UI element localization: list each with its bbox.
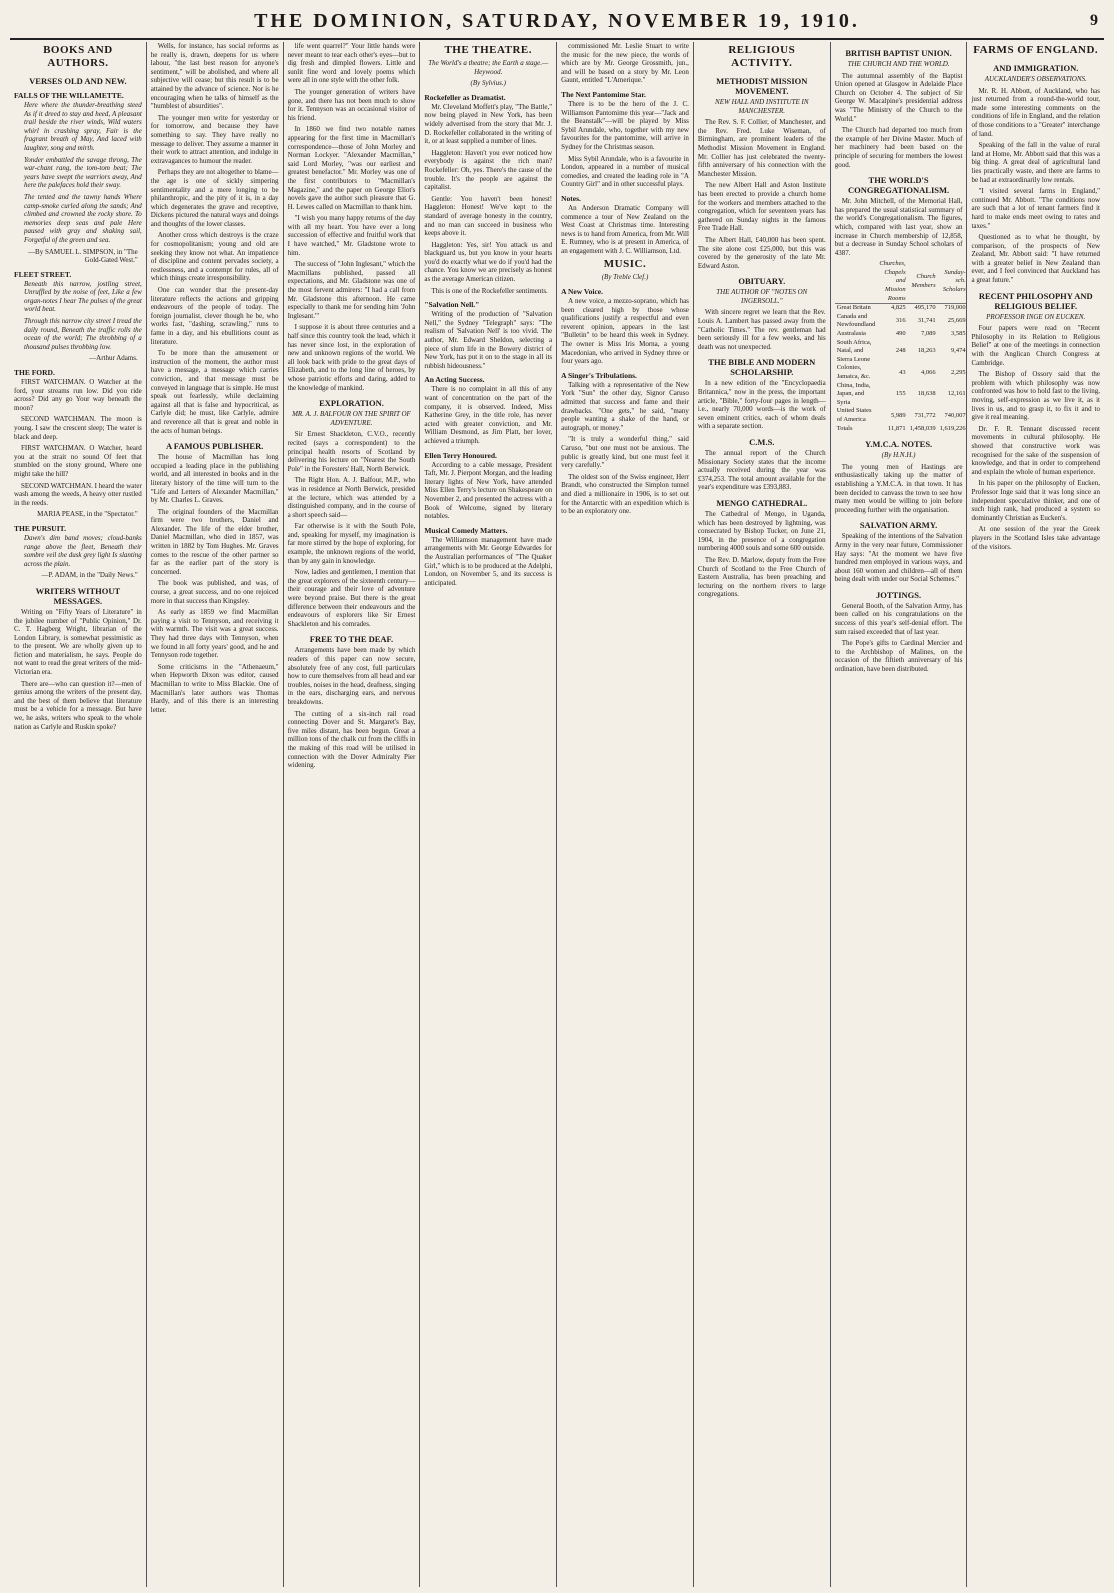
subheading: FALLS OF THE WILLAMETTE. bbox=[14, 91, 124, 100]
article-heading: METHODIST MISSION MOVEMENT. bbox=[716, 76, 808, 96]
paragraph: To be more than the amusement or instruction of the moment, the author must have a message, a message which carries conviction, and that message must be conveyed in language that is simple. He must speak out fearlessly, while declaiming against all that is false and hypocritical, as Carlyle did; he must, like Carlyle, admire and reverence all that is great and noble in the acts of human beings. bbox=[150, 349, 279, 435]
paragraph: life went quarrel?" Your little hands were never meant to tear each other's eyes—but to dig fresh and dimpled flowers. Little and sunlit fine word and lovely poems which were all in one style with the other folk. bbox=[287, 42, 416, 85]
paragraph: A new voice, a mezzo-soprano, which has been cleared high by those whose qualifications justify a respectful and even reverent opinion, appears in the last "Bulletin" to be heard this week in Sydney. The owner is Miss Iris Morna, a young Macedonian, who arrived in Sydney three or four years ago. bbox=[561, 297, 689, 366]
table-cell: 18,263 bbox=[917, 347, 936, 355]
column-3 bbox=[284, 42, 421, 1587]
paragraph: The Bishop of Ossory said that the problem with which philosophy was now confronted was how to hold fast to the living, moving, self-expression as we live it, as it lives in us, and to grasp it, to fix it and to give it real meaning. bbox=[971, 370, 1100, 422]
article-heading: THE BIBLE AND MODERN SCHOLARSHIP. bbox=[708, 357, 816, 378]
paragraph: FIRST WATCHMAN. O Watcher at the ford, your streams run low. Did you ride across? Did any go Your way beneath the moon? bbox=[14, 378, 142, 412]
column-4 bbox=[420, 42, 557, 1587]
sub-heading-line: (By H.N.H.) bbox=[881, 451, 916, 460]
paragraph: General Booth, of the Salvation Army, has been called on his congratulations on the success of this year's self-denial effort. The sum raised exceeded that of last year. bbox=[834, 601, 963, 636]
subheading: Musical Comedy Matters. bbox=[424, 525, 508, 535]
section-heading: BOOKS AND AUTHORS. bbox=[43, 44, 113, 69]
paragraph: The new Albert Hall and Aston Institute has been erected to provide a church home for the workers and members attached to the congregation, which for seventeen years has gathered on Sunday nights in the famous Free Trade Hall. bbox=[697, 181, 826, 233]
paragraph: The autumnal assembly of the Baptist Union opened at Glasgow in Adelaide Place Church on October 4. The subject of Sir George W. Macalpine's presidential address was "The Ministry of the Church to the World." bbox=[834, 71, 963, 123]
column-1 bbox=[10, 42, 147, 1587]
article-heading: FREE TO THE DEAF. bbox=[309, 634, 394, 645]
subheading: An Acting Success. bbox=[424, 375, 485, 385]
paragraph: Another cross which destroys is the craze for cosmopolitanism; young and old are seeking they know not what. An impatience of discipline and content pervades society, a restlessness, and a contempt for rules, all of which things create irresponsibility. bbox=[150, 231, 279, 283]
table-cell: 7,089 bbox=[921, 330, 936, 338]
table-cell: 2,295 bbox=[951, 368, 966, 376]
table-cell: 1,458,039 bbox=[909, 424, 936, 432]
paragraph: With sincere regret we learn that the Rev. Louis A. Lambert has passed away from the "Catholic Times." The rev. gentleman had been seriously ill for a few weeks, and his death was not unexpected. bbox=[697, 308, 826, 351]
verse-stanza: Yonder embattled the savage throng, The war-chant rang, the tom-tom beat; The years have swept the warriors away, And here the palefaces hold their sway. bbox=[24, 155, 142, 190]
paragraph: The Pope's gifts to Cardinal Mercier and to the Archbishop of Malines, on the occasion of the fiftieth anniversary of his ordination, have been distributed. bbox=[834, 639, 963, 674]
sub-heading-line: AUCKLANDER'S OBSERVATIONS. bbox=[984, 75, 1087, 83]
subheading: Notes. bbox=[561, 193, 581, 203]
subheading: Rockefeller as Dramatist. bbox=[424, 92, 506, 102]
paragraph: "It is truly a wonderful thing," said Caruso, "but one must not be anxious. The public is greatly kind, but one must feel it very carefully." bbox=[561, 435, 689, 470]
section-heading: THE THEATRE. bbox=[444, 44, 532, 56]
paragraph: The Church had departed too much from the example of her Divine Master. Much of her machinery had been based on the principle of securing for members the lowest good. bbox=[834, 126, 963, 169]
subheading: "Salvation Nell." bbox=[424, 300, 480, 310]
article-heading: Y.M.C.A. NOTES. bbox=[864, 439, 933, 450]
table-cell: 11,871 bbox=[887, 424, 906, 432]
paragraph: Wells, for instance, has social reforms as he really is, drawn, deepens for us where labour, "the last best reason for anyone's sentiment," will be abolished, and where all subjective will cease; but this result is to be attained by the advance of science. Nor is he encouraging when he talks of himself as the "humblest of absurdities". bbox=[150, 42, 279, 111]
article-heading: BRITISH BAPTIST UNION. bbox=[845, 48, 952, 58]
verse-stanza: Through this narrow city street I tread the daily round, Beneath the traffic rolls the ocean of the world; The throbbing of a thousand pulses throbbing low. bbox=[24, 317, 142, 351]
table-cell: 9,474 bbox=[951, 347, 966, 355]
paragraph: This is one of the Rockefeller sentiments. bbox=[431, 286, 548, 295]
table-cell: Totals bbox=[836, 424, 853, 432]
table-cell: Australasia bbox=[836, 330, 866, 338]
column-container bbox=[10, 42, 1104, 1587]
subheading: Ellen Terry Honoured. bbox=[424, 450, 497, 460]
article-heading: THE WORLD'S CONGREGATIONALISM. bbox=[848, 175, 950, 196]
paragraph: FIRST WATCHMAN. O Watcher, heard you at the strait no sound Of feet that stumbled on the stony ground, Where one might take the hill? bbox=[14, 444, 142, 478]
paragraph: The Williamson management have made arrangements with Mr. George Edwardes for the Australian performances of "The Quaker Girl," which is to be produced at the Adelphi, London, on November 5, and its success is anticipated. bbox=[424, 535, 553, 587]
article-heading: WRITERS WITHOUT MESSAGES. bbox=[35, 585, 121, 606]
column-2 bbox=[147, 42, 284, 1587]
paragraph: Speaking of the fall in the value of rural land at Home, Mr. Abbott said that this was a big thing. A great deal of agricultural land lies practically waste, and there are farms to be had at extraordinarily low rentals. bbox=[971, 141, 1100, 184]
paragraph: I suppose it is about three centuries and a half since this country took the lead, which it has never since lost, in the exploration of new and unknown regions of the world. We all look back with pride to the great days of Elizabeth, and to the long line of heroes, by whose patriotic efforts and daring, added to the knowledge of mankind. bbox=[287, 323, 416, 392]
table-cell: 18,638 bbox=[917, 390, 936, 398]
subheading: A Singer's Tribulations. bbox=[561, 370, 637, 380]
article-heading: RECENT PHILOSOPHY AND RELIGIOUS BELIEF. bbox=[978, 290, 1093, 311]
table-cell: 740,007 bbox=[944, 411, 966, 419]
section-heading: RELIGIOUS ACTIVITY. bbox=[728, 44, 796, 69]
paragraph: The annual report of the Church Missionary Society states that the income actually received during the year was £374,253. The total amount available for the year's expenditure was £393,883. bbox=[697, 449, 826, 492]
table-row bbox=[835, 382, 968, 408]
table-cell: 155 bbox=[895, 390, 906, 398]
subheading: The Next Pantomime Star. bbox=[561, 89, 646, 99]
subheading: A New Voice. bbox=[561, 287, 603, 297]
paragraph: Haggleton: Haven't you ever noticed how everybody is against the rich man? Rockefeller: Oh, yes. There's the cause of the trouble. It's the people are against the capitalist. bbox=[424, 148, 553, 192]
paragraph: Mr. R. H. Abbott, of Auckland, who has just returned from a round-the-world tour, made some interesting comments on the conditions of life in England, and the relation of those conditions to a "Greater" interchange of land. bbox=[971, 86, 1100, 138]
paragraph: Writing on "Fifty Years of Literature" in the jubilee number of "Public Opinion," Dr. C. T. Hagberg Wright, librarian of the London Library, is somewhat pessimistic as to the present. We are wholly given up to fiction and materialism, he says. People do not want to read the great writers of the mid-Victorian era. bbox=[14, 607, 142, 677]
table-row bbox=[835, 313, 968, 330]
paragraph: In 1860 we find two notable names appearing for the first time in Macmillan's correspondence—those of John Morley and Norman Lockyer. "Alexander Macmillan," said Lord Morley, "was our earliest and greatest benefactor." Mr. Morley was one of the first contributors to "Macmillan's Magazine," and the paper on George Eliot's novels gave the author such pleasure that G. H. Lewes called on Macmillan to thank him. bbox=[287, 125, 416, 211]
table-row bbox=[835, 304, 968, 313]
paragraph: One can wonder that the present-day literature reflects the actions and gripping endeavours of the people of today. The foreign journalist, clever though he be, who works fast, "dashing, scrawling," runs to fame in a day, and his ebullitions count as literature. bbox=[150, 286, 279, 346]
table-header-cell: Churches, Chapels and Mission Rooms bbox=[877, 260, 907, 303]
table-cell: 4,825 bbox=[891, 304, 906, 312]
paragraph: Perhaps they are not altogether to blame—the age is one of sickly simpering sentimentality and a mere longing to be philanthropic, and the pity of it is, in a day which degenerates the grave and receptive, Dickens pictured the natural ways and doings and thoughts of the lower classes. bbox=[150, 168, 279, 228]
sub-heading-line: The World's a theatre; the Earth a stage.—Heywood. bbox=[428, 59, 549, 76]
table-header-row bbox=[835, 260, 968, 303]
paragraph: commissioned Mr. Leslie Stuart to write the music for the new piece, the words of which are by Mr. George Grossmith, jun., and will be based on a story by Mr. Leon Gaunt, entitled "L'Amerique." bbox=[561, 42, 689, 85]
sub-heading-line: THE CHURCH AND THE WORLD. bbox=[847, 60, 950, 68]
table-cell: 495,170 bbox=[914, 304, 936, 312]
section-heading: FARMS OF ENGLAND. bbox=[973, 44, 1099, 56]
article-heading: VERSES OLD AND NEW. bbox=[29, 76, 127, 86]
subheading: THE PURSUIT. bbox=[14, 523, 66, 533]
paragraph: The success of "John Inglesant," which the Macmillans published, passed all expectations, and Mr. Gladstone was one of the most fervent admirers: "I had a call from Mr. Gladstone this afternoon. He came especially to thank me for sending him 'John Inglesant.'" bbox=[287, 260, 416, 320]
paragraph: Mr. John Mitchell, of the Memorial Hall, has prepared the usual statistical summary of the world's Congregationalism. The figures, which, compared with last year, show an increase in Church membership of 12,858, but a decrease in Sunday School scholars of 4387. bbox=[834, 197, 963, 257]
paragraph: Speaking of the intentions of the Salvation Army in the very near future, Commissioner Hay says: "At the moment we have five hundred men employed in various ways, and about 160 women and children—all of them being dealt with under our Social Schemes." bbox=[834, 532, 963, 584]
article-heading: EXPLORATION. bbox=[319, 398, 384, 409]
table-cell: 731,772 bbox=[914, 411, 936, 419]
paragraph: "I visited several farms in England," continued Mr. Abbott. "The conditions now are such that a lot of tenant farmers find it hard to make ends meet owing to rates and taxes." bbox=[971, 187, 1100, 230]
table-cell: 719,000 bbox=[944, 304, 966, 312]
paragraph: Haggleton: Yes, sir! You attack us and blackguard us, but you know in your hearts you'd do exactly what we do if you'd had the chance. You know we are precisely as honest as the average American citizen. bbox=[424, 240, 553, 284]
table-cell: 316 bbox=[895, 317, 906, 325]
paragraph: Questioned as to what he thought, by comparison, of the prospects of New Zealand, Mr. Abbott said: "I have returned with a greater belief in New Zealand than ever, and I feel convinced that Auckland has a great future." bbox=[971, 233, 1100, 285]
byline: —By SAMUEL L. SIMPSON, in "The Gold-Gated West." bbox=[28, 247, 138, 265]
byline: —Arthur Adams. bbox=[89, 354, 138, 363]
paragraph: The original founders of the Macmillan firm were two brothers, Daniel and Alexander. The life of the elder brother, Daniel Macmillan, who died in 1857, was written in 1882 by Tom Hughes. Mr. Graves comes to the rescue of the other partner so far as the earlier part of the story is concerned. bbox=[150, 507, 279, 576]
table-cell: Colonies, Jamaica, &c. bbox=[836, 364, 871, 380]
table-cell: 3,585 bbox=[951, 330, 966, 338]
paragraph: SECOND WATCHMAN. The moon is young. I saw the crescent sleep; The water is black and deep. bbox=[14, 415, 142, 441]
paragraph: Sir Ernest Shackleton, C.V.O., recently recited (says a correspondent) to the principal health resorts of Scotland by delivering his lecture on "Nearest the South Pole" in the Foresters' Hall, North Berwick. bbox=[287, 430, 416, 473]
table-cell: Great Britain bbox=[836, 304, 871, 312]
paragraph: The book was published, and was, of course, a great success, and no one rejoiced more in that success than Kingsley. bbox=[150, 579, 279, 605]
sub-heading-line: NEW HALL AND INSTITUTE IN MANCHESTER. bbox=[715, 98, 809, 115]
table-cell: 25,669 bbox=[947, 317, 966, 325]
masthead bbox=[10, 4, 1104, 40]
table-cell: 31,741 bbox=[917, 317, 936, 325]
table-cell: 248 bbox=[895, 347, 906, 355]
paragraph: There is no complaint in all this of any want of concentration on the part of the company, it is observed. Indeed, Miss Katherine Grey, in the title role, has never acted with greater conviction, and Mr. William Desmond, as Jim Platt, her lover, achieved a triumph. bbox=[424, 385, 553, 445]
table-cell: 12,161 bbox=[947, 390, 966, 398]
article-heading: MENGO CATHEDRAL. bbox=[716, 497, 808, 508]
paragraph: The young men of Hastings are enthusiastically taking up the matter of establishing a Y.M.C.A. in that town. It has been decided to canvass the town to see how many men would be willing to join before proceeding further with the organisation. bbox=[834, 462, 963, 514]
subheading: FLEET STREET. bbox=[14, 269, 72, 279]
sub-heading-line: (By Treble Clef.) bbox=[601, 273, 649, 282]
paragraph: Writing of the production of "Salvation Nell," the Sydney "Telegraph" says: "The realism of 'Salvation Nell' is too vivid. The author, Mr. Edward Sheldon, selecting a piece of slum life in the Bowery district of New York, has put it on to the stage in all its rubbish hideousness." bbox=[424, 310, 553, 370]
verse-stanza: The tented and the tawny hands Where camp-smoke curled along the sands; And climbed and crowned the rocky shore. To memories deep seas and pale Here paused with gray and shaking sail, Forgetful of the green and sea. bbox=[24, 192, 142, 244]
verse-stanza: Beneath this narrow, jostling street, Unruffled by the noise of feet, Like a few organ-notes I hear The pulses of the great world beat. bbox=[24, 279, 142, 314]
column-8 bbox=[967, 42, 1104, 1587]
table-cell: 43 bbox=[899, 368, 906, 376]
paragraph: The Cathedral of Mengo, in Uganda, which has been destroyed by lightning, was consecrated by Bishop Tucker, on June 21, 1904, in the presence of a congregation numbering 4000 souls and some 600 outside. bbox=[697, 509, 826, 553]
article-heading: OBITUARY. bbox=[738, 276, 786, 287]
paragraph: Gentle: You haven't been honest! Haggleton: Honest! We've kept to the standard of average honesty in the country, and no man can succeed in business who keeps above it. bbox=[424, 194, 553, 238]
article-heading: A FAMOUS PUBLISHER. bbox=[165, 441, 264, 452]
paragraph: The oldest son of the Swiss engineer, Herr Brandt, who constructed the Simplon tunnel and died a millionaire in 1906, is to set out for the Antarctic with an expedition which is to be an exploratory one. bbox=[561, 472, 689, 516]
paragraph: There is to be the hero of the J. C. Williamson Pantomime this year—"Jack and the Beanstalk"—will be played by Miss Sybil Arundale, who, together with my new favourites for the pantomime, will arrive in Sydney for the Christmas season. bbox=[561, 99, 689, 151]
column-6 bbox=[694, 42, 831, 1587]
sub-heading-line: MR. A. J. BALFOUR ON THE SPIRIT OF ADVENTURE. bbox=[292, 410, 411, 427]
paragraph: The Rev. D. Marlow, deputy from the Free Church of Scotland to the Free Church of Eastern Australia, has been preaching and lecturing on the northern rivers to large congregations. bbox=[697, 555, 826, 599]
paragraph: Four papers were read on "Recent Philosophy in its Relation to Religious Belief" at one of the meetings in connection with the Anglican Church Congress at Cambridge. bbox=[971, 324, 1100, 367]
paragraph: The Right Hon. A. J. Balfour, M.P., who was in residence at North Berwick, presided at the lecture, which was attended by a distinguished company, and in the course of a short speech said— bbox=[287, 476, 416, 519]
byline: —P. ADAM, in the "Daily News." bbox=[41, 571, 138, 580]
paragraph: SECOND WATCHMAN. I heard the water wash among the weeds, A heavy otter rustled in the reeds. bbox=[14, 481, 142, 507]
paragraph: Now, ladies and gentlemen, I mention that the great explorers of the sixteenth century—their courage and their love of adventure were beyond praise. But there is the great difference between their endeavours and the endeavours of explorers like Sir Ernest Shackleton and his comrades. bbox=[287, 568, 416, 628]
article-heading: JOTTINGS. bbox=[876, 589, 922, 600]
paragraph: Dr. F. R. Tennant discussed recent movements in cultural philosophy. He showed that constructive work was recognised for the sake of the suspension of knowledge, and that in order to comprehend and explain the whole of human experience. bbox=[971, 424, 1100, 476]
table-row bbox=[835, 425, 968, 434]
column-7 bbox=[831, 42, 968, 1587]
table-cell: 1,619,226 bbox=[939, 424, 966, 432]
paragraph: An Anderson Dramatic Company will commence a tour of New Zealand on the West Coast at Christmas time. Interesting news is to hand from America, from Mr. Will E. Rumney, who is at present in America, of an engagement with J. C. Williamson, Ltd. bbox=[561, 203, 689, 255]
table-cell: South Africa, Natal, and Sierra Leone bbox=[836, 338, 872, 363]
verse-stanza: Here where the thunder-breathing steed As if it dreed to stay and heed, A pleasant trail beside the river winds, Wild waters whirl in crashing spray, Fair is the fragrant breath of May, And laced with laughter, song and mirth. bbox=[24, 101, 142, 152]
article-heading: C.M.S. bbox=[749, 437, 775, 447]
subheading: THE FORD. bbox=[14, 368, 55, 378]
table-cell: China, India, Japan, and Syria bbox=[836, 381, 871, 406]
sub-heading-line: PROFESSOR INGE ON EUCKEN. bbox=[986, 312, 1086, 321]
page-number: 9 bbox=[1090, 12, 1098, 29]
verse-stanza: Dawn's dim band moves; cloud-banks range above the fleet, Beneath their sombre veil the dusk grey light Is slanting across the plain. bbox=[24, 533, 142, 568]
paragraph: The younger generation of writers have gone, and there has not been much to show for it. Tennyson was an occasional visitor of his friend. bbox=[287, 87, 416, 122]
section-heading: MUSIC. bbox=[603, 258, 647, 271]
table-row bbox=[835, 339, 968, 365]
table-header-cell: Sunday-sch. Scholars bbox=[938, 260, 968, 303]
paragraph: Mr. Cleveland Moffett's play, "The Battle," now being played in New York, has been widely advertised from the story that Mr. J. D. Rockefeller collaborated in the writing of it, or at least supplied a number of lines. bbox=[424, 102, 553, 146]
paragraph: As early as 1859 we find Macmillan paying a visit to Tennyson, and receiving it with warmth. The visit was a great success. They had three days with Tennyson, when we found in all forty years' good, and he and Tennyson rode together. bbox=[150, 608, 279, 660]
table-cell: United States of America bbox=[836, 407, 872, 423]
table-row bbox=[835, 364, 968, 381]
paragraph: The cutting of a six-inch rail road connecting Dover and St. Margaret's Bay, five miles distant, has been begun. Great a million tons of the chalk cut from the cliffs in the making of this road will be utilised in connection with the Dover Admiralty Pier widening. bbox=[287, 709, 416, 770]
paragraph: The house of Macmillan has long occupied a leading place in the publishing world, and all interested in books and in the literary history of the time will turn to the "Life and Letters of Alexander Macmillan," by Mr. Charles L. Graves. bbox=[150, 453, 279, 505]
paragraph: The Albert Hall, £40,000 has been spent. The site alone cost £25,000, but this was covered by the generosity of the late Mr. Edward Aston. bbox=[697, 235, 826, 270]
byline: MARIA PEASE, in the "Spectator." bbox=[37, 510, 138, 519]
table-cell: 5,989 bbox=[891, 411, 906, 419]
paragraph: "I wish you many happy returns of the day with all my heart. You have ever a long succession of effective and fruitful work that I have watched," Mr. Gladstone wrote to him. bbox=[287, 214, 416, 257]
sub-heading-line: THE AUTHOR OF "NOTES ON INGERSOLL." bbox=[716, 288, 808, 305]
paragraph: Miss Sybil Arundale, who is a favourite in London, appeared in a number of musical comedies, and created the leading role in "A Country Girl" and in other successful plays. bbox=[561, 154, 689, 189]
paragraph: In a new edition of the "Encyclopaedia Britannica," now in the press, the important article, "Bible," forty-four pages in length—i.e., nearly 70,000 words—is the work of seven eminent critics, each of whom deals with a separate section. bbox=[697, 379, 826, 431]
paragraph: Arrangements have been made by which readers of this paper can now secure, absolutely free of any cost, full particulars how to cure themselves from all head and ear troubles, noises in the head, deafness, singing in the ears, discharging ears, and nervous breakdowns. bbox=[287, 646, 416, 706]
table-row bbox=[835, 330, 968, 339]
sub-heading-line: (By Sylvius.) bbox=[470, 79, 506, 88]
paragraph: Far otherwise is it with the South Pole, and, speaking for myself, my imagination is far more stirred by the hope of exploring, for example, the unknown regions of the world, than by any gain in knowledge. bbox=[287, 522, 416, 565]
paragraph: There are—who can question it?—men of genius among the writers of the present day, and the best of them believe that literature must be a vehicle for a message. But have we, he asks, writers who speak to the whole nation as Carlyle and Ruskin spoke? bbox=[14, 679, 142, 731]
paragraph: In his paper on the philosophy of Eucken, Professor Inge said that it was long since an independent speculative thinker, and one of such high rank, had produced a system so dominantly Christian as Eucken's. bbox=[971, 479, 1100, 522]
table-header-cell: Church Members bbox=[908, 260, 938, 303]
paragraph: According to a cable message, President Taft, Mr. J. Pierpont Morgan, and the leading literary lights of New York, have attended Miss Ellen Terry's lecture on Shakespeare on November 2, and presented the actress with a Book of Welcome, signed by literary notables. bbox=[424, 460, 553, 521]
paragraph: The younger men write for yesterday or for tomorrow, and because they have something to say. They have really no message to deliver. They assume a manner in their work to attract attention, and indulge in extravagances to humour the reader. bbox=[150, 113, 279, 165]
paragraph: Some criticisms in the "Athenaeum," when Hepworth Dixon was editor, caused Macmillan to write to Miss Blackie. One of Macmillan's later authors was Thomas Hardy, and of this there is an interesting letter. bbox=[150, 662, 279, 714]
article-heading: SALVATION ARMY. bbox=[859, 520, 938, 531]
paragraph: Talking with a representative of the New York "Sun" the other day, Signor Caruso admitted that success and fame and their drawbacks. "One gets," he said, "many people wanting a shake of the hand, or autograph, or money." bbox=[561, 380, 689, 432]
table-row bbox=[835, 407, 968, 424]
table-cell: 4,066 bbox=[921, 368, 936, 376]
paragraph: The Rev. S. F. Collier, of Manchester, and the Rev. Fred. Luke Wiseman, of Birmingham, are prominent leaders of the Methodist Mission Movement in England. Mr. Collier has just celebrated the twenty-fifth anniversary of his connection with the Manchester Mission. bbox=[697, 118, 826, 178]
table-cell: Canada and Newfoundland bbox=[836, 312, 876, 329]
masthead-title: THE DOMINION, SATURDAY, NOVEMBER 19, 1910. bbox=[254, 9, 860, 32]
table-cell: 490 bbox=[895, 330, 906, 338]
table-header-cell bbox=[835, 260, 878, 303]
paragraph: At one session of the year the Greek players in the Scotland Isles take advantage of the visitors. bbox=[971, 525, 1100, 551]
column-5 bbox=[557, 42, 694, 1587]
article-heading: AND IMMIGRATION. bbox=[993, 63, 1079, 73]
statistics-table bbox=[835, 260, 968, 433]
